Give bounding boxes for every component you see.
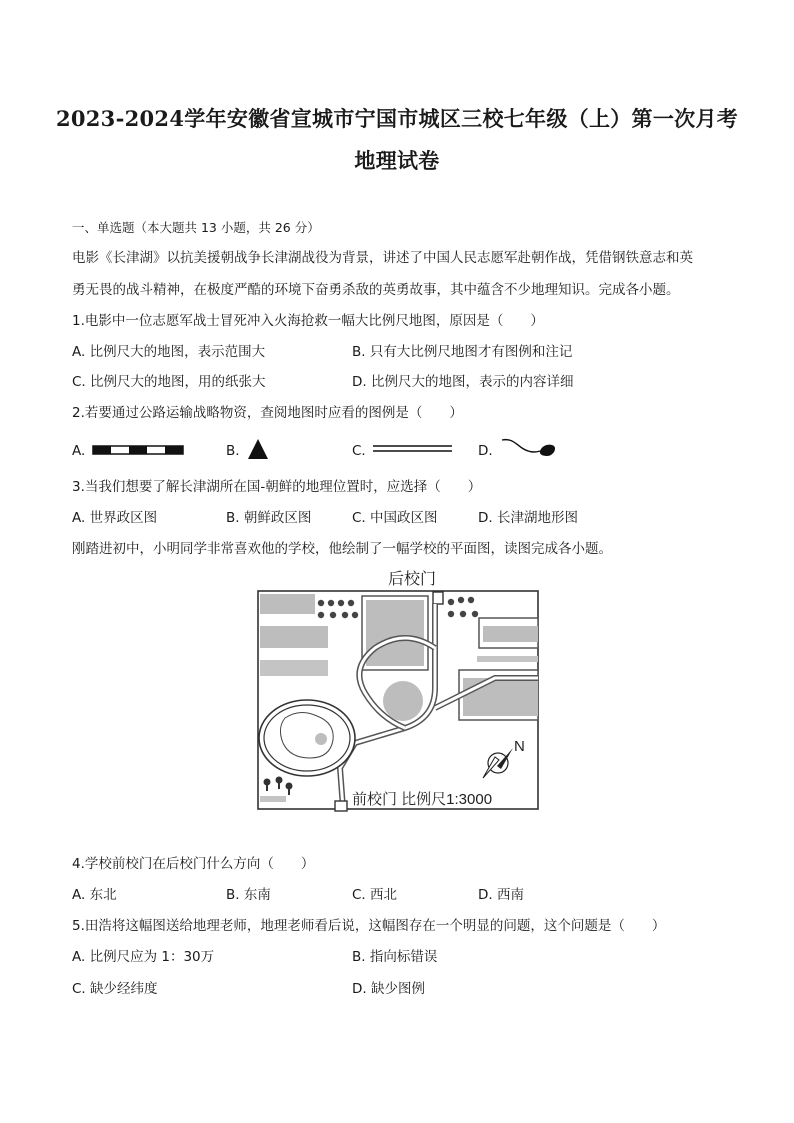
passage-line: 电影《长津湖》以抗美援朝战争长津湖战役为背景，讲述了中国人民志愿军赴朝作战，凭借钢铁意志和英: [72, 250, 693, 266]
river-lake-symbol-icon: [500, 434, 560, 464]
passage-line: 刚踏进初中，小明同学非常喜欢他的学校，他绘制了一幅学校的平面图，读图完成各小题。: [72, 541, 612, 557]
question-stem-5: 5.田浩将这幅图送给地理老师，地理老师看后说，这幅图存在一个明显的问题，这个问题是（ ）: [72, 918, 666, 934]
back-gate-label: 后校门: [388, 571, 437, 588]
question-stem-4: 4.学校前校门在后校门什么方向（ ）: [72, 856, 315, 872]
option-3b[interactable]: B. 朝鲜政区图: [226, 510, 312, 526]
option-3a[interactable]: A. 世界政区图: [72, 510, 158, 526]
option-4a[interactable]: A. 东北: [72, 887, 117, 903]
section-heading: 一、单选题（本大题共 13 小题，共 26 分）: [72, 220, 320, 235]
passage-line: 勇无畏的战斗精神，在极度严酷的环境下奋勇杀敌的英勇故事，其中蕴含不少地理知识。完成各小题。: [72, 282, 680, 298]
option-5b[interactable]: B. 指向标错误: [352, 949, 438, 965]
option-4b[interactable]: B. 东南: [226, 887, 271, 903]
option-1d[interactable]: D. 比例尺大的地图，表示的内容详细: [352, 374, 574, 390]
railway-symbol-icon: [92, 443, 186, 457]
question-stem-2: 2.若要通过公路运输战略物资，查阅地图时应看的图例是（ ）: [72, 405, 463, 421]
option-1b[interactable]: B. 只有大比例尺地图才有图例和注记: [352, 344, 573, 360]
option-3c[interactable]: C. 中国政区图: [352, 510, 438, 526]
option-2a[interactable]: A.: [72, 443, 86, 459]
option-1c[interactable]: C. 比例尺大的地图，用的纸张大: [72, 374, 266, 390]
highway-symbol-icon: [372, 444, 454, 454]
option-2c[interactable]: C.: [352, 443, 366, 459]
front-gate-scale-label: 前校门 比例尺1:3000: [352, 791, 493, 808]
page-subtitle: 地理试卷: [354, 148, 440, 173]
option-2b[interactable]: B.: [226, 443, 240, 459]
north-label: N: [514, 738, 525, 755]
question-stem-1: 1.电影中一位志愿军战士冒死冲入火海抢救一幅大比例尺地图，原因是（ ）: [72, 313, 544, 329]
option-5d[interactable]: D. 缺少图例: [352, 981, 425, 997]
option-5c[interactable]: C. 缺少经纬度: [72, 981, 158, 997]
school-map-figure: [255, 568, 540, 813]
option-2d[interactable]: D.: [478, 443, 493, 459]
option-3d[interactable]: D. 长津湖地形图: [478, 510, 578, 526]
option-5a[interactable]: A. 比例尺应为 1：30万: [72, 949, 215, 965]
option-1a[interactable]: A. 比例尺大的地图，表示范围大: [72, 344, 266, 360]
page-title: 2023-2024学年安徽省宣城市宁国市城区三校七年级（上）第一次月考: [55, 106, 739, 131]
option-4d[interactable]: D. 西南: [478, 887, 524, 903]
question-stem-3: 3.当我们想要了解长津湖所在国-朝鲜的地理位置时，应选择（ ）: [72, 479, 482, 495]
option-4c[interactable]: C. 西北: [352, 887, 398, 903]
mountain-peak-symbol-icon: [247, 438, 269, 460]
